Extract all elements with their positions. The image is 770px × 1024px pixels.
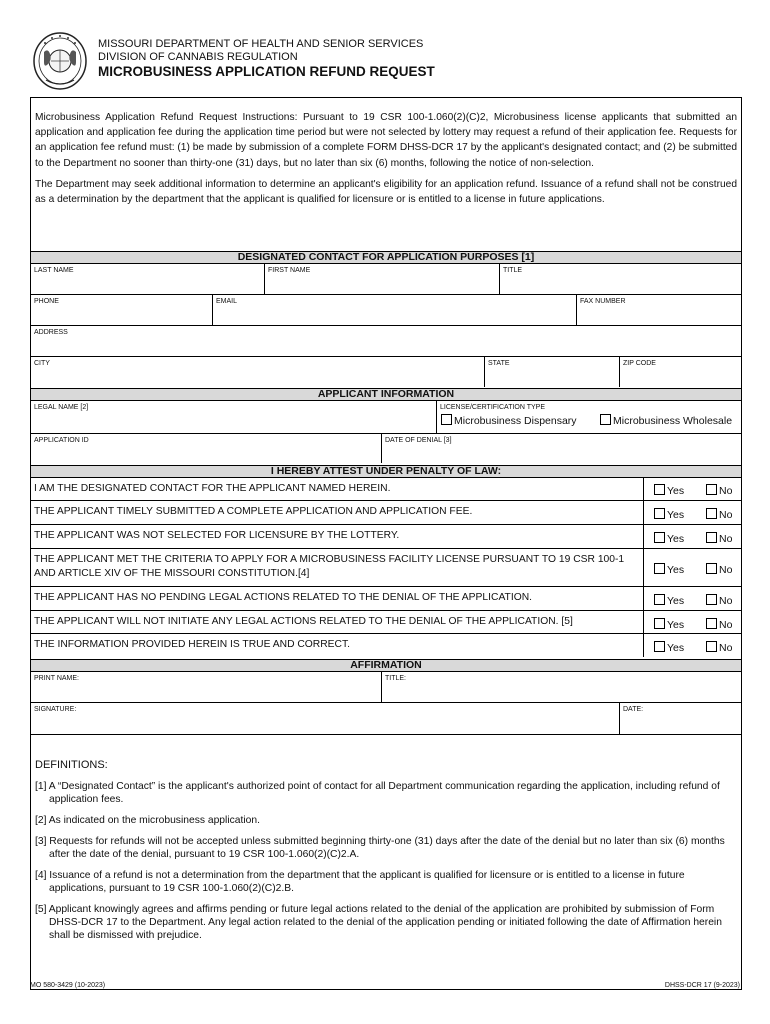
zip-label: ZIP CODE	[623, 360, 656, 367]
instructions	[35, 110, 737, 207]
no-label: No	[719, 564, 733, 576]
section-header-attest: I HEREBY ATTEST UNDER PENALTY OF LAW:	[31, 465, 741, 478]
first-name-input[interactable]	[265, 279, 499, 293]
yes-label: Yes	[667, 485, 685, 497]
attest-row-4	[31, 549, 741, 587]
date-of-denial-input[interactable]	[382, 448, 741, 462]
yes-checkbox[interactable]	[654, 532, 665, 543]
attest-6-no[interactable]	[706, 618, 732, 631]
attest-1-no[interactable]	[706, 484, 732, 497]
date-cell	[619, 703, 741, 734]
attest-answer-7	[643, 634, 741, 657]
contact-row-city	[31, 357, 741, 387]
state-input[interactable]	[485, 372, 619, 386]
form-number-left: MO 580-3429 (10-2023)	[30, 982, 106, 989]
attest-text-6: THE APPLICANT WILL NOT INITIATE ANY LEGAL ACTIONS RELATED TO THE DENIAL OF THE APPLICATION. [5]	[34, 616, 573, 627]
yes-label: Yes	[667, 509, 685, 521]
attest-3-no[interactable]	[706, 532, 732, 545]
attest-text-4: THE APPLICANT MET THE CRITERIA TO APPLY FOR A MICROBUSINESS FACILITY LICENSE PURSUANT TO 19 CSR 100-1 AND ARTICLE XIV OF THE MISSOURI CONSTITUTION.[4]	[34, 554, 625, 579]
attest-text-2: THE APPLICANT TIMELY SUBMITTED A COMPLETE APPLICATION AND APPLICATION FEE.	[34, 506, 473, 517]
application-id-input[interactable]	[31, 448, 381, 462]
fax-input[interactable]	[577, 310, 741, 324]
email-input[interactable]	[213, 310, 576, 324]
legal-name-label: LEGAL NAME [2]	[34, 404, 89, 411]
attest-row-6	[31, 611, 741, 634]
attest-row-7	[31, 634, 741, 657]
attest-5-yes[interactable]	[654, 594, 684, 607]
form-title: MICROBUSINESS APPLICATION REFUND REQUEST	[98, 64, 435, 79]
affirmation-row-signature	[31, 703, 741, 735]
definition-item: [3] Requests for refunds will not be accepted unless submitted beginning thirty-one (31) days after the date of the denial but no later than six (6) months after the date of the denial, pursuant to 19 CSR 100-1.060(2)(C)2.A.	[35, 836, 725, 860]
attest-text-1: I AM THE DESIGNATED CONTACT FOR THE APPLICANT NAMED HEREIN.	[34, 483, 391, 494]
license-type-cell	[436, 401, 741, 433]
print-name-cell	[31, 672, 381, 702]
no-label: No	[719, 642, 733, 654]
attest-7-no[interactable]	[706, 641, 732, 654]
attest-answer-1	[643, 478, 741, 500]
no-checkbox[interactable]	[706, 594, 717, 605]
application-id-cell	[31, 434, 381, 463]
definitions-title: DEFINITIONS:	[35, 759, 108, 771]
legal-name-input[interactable]	[31, 418, 436, 432]
address-cell	[31, 326, 741, 356]
yes-label: Yes	[667, 619, 685, 631]
section-header-affirmation: AFFIRMATION	[31, 659, 741, 672]
definition-item: [1] A “Designated Contact” is the applicant's authorized point of contact for all Department communication regarding the application, including refund of application fees.	[35, 781, 720, 805]
form-body	[30, 97, 742, 990]
no-checkbox[interactable]	[706, 641, 717, 652]
attest-row-2	[31, 501, 741, 525]
attest-1-yes[interactable]	[654, 484, 684, 497]
yes-checkbox[interactable]	[654, 641, 665, 652]
wholesale-label: Microbusiness Wholesale	[613, 415, 733, 427]
city-input[interactable]	[31, 372, 484, 386]
attest-answer-4	[643, 549, 741, 586]
fax-cell	[576, 295, 741, 325]
affirmation-title-cell	[381, 672, 741, 702]
no-checkbox[interactable]	[706, 484, 717, 495]
attest-text-5: THE APPLICANT HAS NO PENDING LEGAL ACTIONS RELATED TO THE DENIAL OF THE APPLICATION.	[34, 592, 532, 603]
first-name-cell	[264, 264, 499, 294]
affirmation-title-label: TITLE:	[385, 675, 407, 682]
attest-row-3	[31, 525, 741, 549]
yes-label: Yes	[667, 595, 685, 607]
yes-label: Yes	[667, 564, 685, 576]
signature-label: SIGNATURE:	[34, 706, 77, 713]
attest-answer-3	[643, 525, 741, 548]
state-label: STATE	[488, 360, 510, 367]
form-header	[32, 30, 742, 92]
title-label: TITLE	[503, 267, 523, 274]
affirmation-row-name	[31, 672, 741, 703]
yes-checkbox[interactable]	[654, 484, 665, 495]
contact-row-phone	[31, 295, 741, 326]
phone-cell	[31, 295, 212, 325]
dispensary-checkbox[interactable]	[441, 414, 452, 425]
zip-input[interactable]	[620, 372, 741, 386]
signature-cell	[31, 703, 619, 734]
wholesale-checkbox[interactable]	[600, 414, 611, 425]
yes-checkbox[interactable]	[654, 618, 665, 629]
no-label: No	[719, 595, 733, 607]
contact-row-address	[31, 326, 741, 357]
date-of-denial-cell	[381, 434, 741, 463]
affirmation-title-input[interactable]	[382, 687, 741, 701]
no-label: No	[719, 485, 733, 497]
no-label: No	[719, 533, 733, 545]
definition-item: [4] Issuance of a refund is not a determination from the department that the applicant is qualified for licensure or is entitled to a license in future applications, pursuant to 19 CSR 100-1.060(2)(C)2.B.	[35, 870, 685, 894]
print-name-input[interactable]	[31, 687, 381, 701]
application-id-label: APPLICATION ID	[34, 437, 89, 444]
last-name-input[interactable]	[31, 279, 264, 293]
definitions	[35, 759, 735, 950]
no-checkbox[interactable]	[706, 563, 717, 574]
address-label: ADDRESS	[34, 329, 68, 336]
last-name-cell	[31, 264, 264, 294]
attest-text-3: THE APPLICANT WAS NOT SELECTED FOR LICENSURE BY THE LOTTERY.	[34, 530, 400, 541]
section-header-applicant: APPLICANT INFORMATION	[31, 388, 741, 401]
legal-name-cell	[31, 401, 436, 433]
state-cell	[484, 357, 619, 387]
no-label: No	[719, 509, 733, 521]
instructions-paragraph-2: The Department may seek additional information to determine an applicant's eligibility for an application refund. Issuance of a refund shall not be construed as a determination by the department that the applicant is qualified for licensure or is entitled to a license in future applications.	[35, 178, 737, 206]
section-header-contact: DESIGNATED CONTACT FOR APPLICATION PURPOSES [1]	[31, 251, 741, 264]
attest-4-yes[interactable]	[654, 563, 684, 576]
date-of-denial-label: DATE OF DENIAL [3]	[385, 437, 452, 444]
definition-item: [2] As indicated on the microbusiness application.	[35, 815, 260, 826]
agency-name: MISSOURI DEPARTMENT OF HEALTH AND SENIOR SERVICES	[98, 38, 424, 50]
first-name-label: FIRST NAME	[268, 267, 311, 274]
form-number-right: DHSS-DCR 17 (9-2023)	[664, 982, 740, 989]
date-input[interactable]	[620, 719, 741, 733]
option-wholesale[interactable]	[600, 414, 732, 427]
email-cell	[212, 295, 576, 325]
date-label: DATE:	[623, 706, 644, 713]
print-name-label: PRINT NAME:	[34, 675, 79, 682]
yes-checkbox[interactable]	[654, 594, 665, 605]
division-name: DIVISION OF CANNABIS REGULATION	[98, 51, 298, 63]
attest-2-yes[interactable]	[654, 508, 684, 521]
attest-row-1	[31, 478, 741, 501]
definition-item: [5] Applicant knowingly agrees and affirms pending or future legal actions related to the denial of the application are prohibited by submission of Form DHSS-DCR 17 to the Department. Any legal action related to the denial of the application pending or initiated following the date of Affirmation herein shall be dismissed with prejudice.	[35, 904, 722, 941]
zip-cell	[619, 357, 741, 387]
phone-input[interactable]	[31, 310, 212, 324]
no-checkbox[interactable]	[706, 508, 717, 519]
city-cell	[31, 357, 484, 387]
contact-row-name	[31, 264, 741, 295]
no-checkbox[interactable]	[706, 532, 717, 543]
city-label: CITY	[34, 360, 50, 367]
yes-checkbox[interactable]	[654, 563, 665, 574]
applicant-row-name	[31, 401, 741, 434]
yes-label: Yes	[667, 533, 685, 545]
attest-6-yes[interactable]	[654, 618, 684, 631]
attest-2-no[interactable]	[706, 508, 732, 521]
attest-row-5	[31, 587, 741, 611]
no-label: No	[719, 619, 733, 631]
attest-7-yes[interactable]	[654, 641, 684, 654]
last-name-label: LAST NAME	[34, 267, 74, 274]
title-input[interactable]	[500, 279, 741, 293]
attest-text-7: THE INFORMATION PROVIDED HEREIN IS TRUE AND CORRECT.	[34, 639, 350, 650]
yes-checkbox[interactable]	[654, 508, 665, 519]
attest-answer-6	[643, 611, 741, 633]
yes-label: Yes	[667, 642, 685, 654]
signature-input[interactable]	[31, 719, 619, 733]
email-label: EMAIL	[216, 298, 238, 305]
phone-label: PHONE	[34, 298, 59, 305]
instructions-paragraph-1: Microbusiness Application Refund Request Instructions: Pursuant to 19 CSR 100-1.060(2)(C)2, Microbusiness license applicants that submitted an application and application fee during the application time period but were not selected by lottery may request a refund of their application fee. Requests for an application fee refund must: (1) be made by submission of a complete FORM DHSS-DCR 17 by the applicant's designated contact; and (2) be submitted to the Department no sooner than thirty-one (31) days, but no later than six (6) months, following the notice of non-selection.	[35, 112, 737, 169]
attest-3-yes[interactable]	[654, 532, 684, 545]
title-cell	[499, 264, 741, 294]
attest-answer-5	[643, 587, 741, 610]
fax-label: FAX NUMBER	[580, 298, 626, 305]
option-dispensary[interactable]	[441, 414, 577, 427]
attest-answer-2	[643, 501, 741, 524]
license-type-label: LICENSE/CERTIFICATION TYPE	[440, 404, 546, 411]
address-input[interactable]	[31, 341, 741, 355]
missouri-seal-icon	[32, 30, 88, 92]
dispensary-label: Microbusiness Dispensary	[454, 415, 577, 427]
no-checkbox[interactable]	[706, 618, 717, 629]
applicant-row-id	[31, 434, 741, 463]
attest-4-no[interactable]	[706, 563, 732, 576]
attest-5-no[interactable]	[706, 594, 732, 607]
